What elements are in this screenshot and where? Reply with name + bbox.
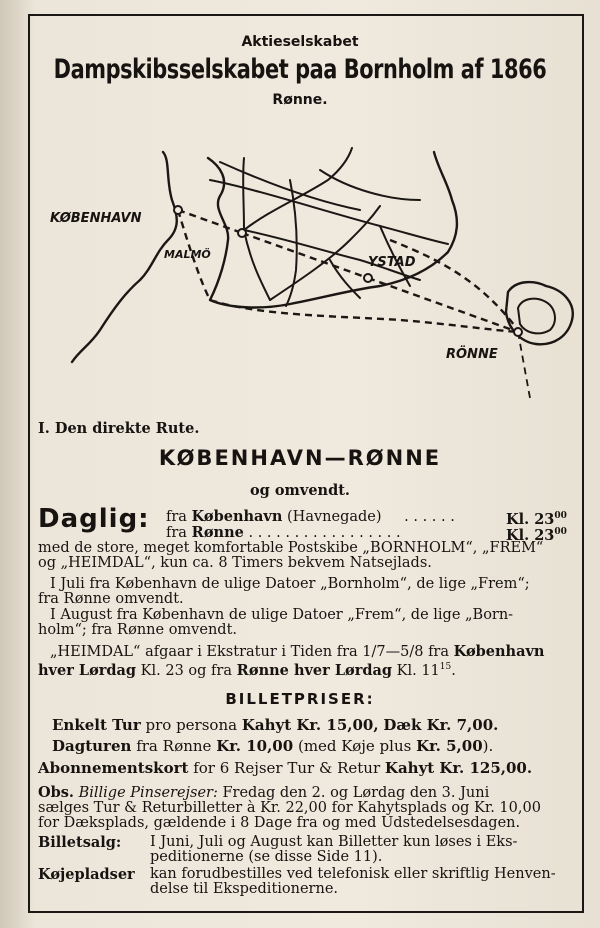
schedule-time-ronne: Kl. $23^{00}$ xyxy=(506,526,567,544)
july-line-2: fra Rønne omvendt. xyxy=(38,591,184,607)
route-title: KØBENHAVN—RØNNE xyxy=(158,446,442,470)
ystad-label: YSTAD xyxy=(368,255,416,270)
route-subtitle: og omvendt. xyxy=(250,482,350,499)
obs-line-2: sælges Tur & Returbilletter à Kr. 22,00 for Kahytsplads og Kr. 10,00 xyxy=(38,800,541,816)
obs-line-3: for Dæksplads, gældende i 8 Dage fra og med Udstedelsesdagen. xyxy=(38,815,521,831)
ships-line-1: med de store, meget komfortable Postskibe „BORNHOLM“, „FREM“ xyxy=(38,540,544,556)
sales-label: Billetsalg: xyxy=(38,834,122,851)
company-prefix: Aktieselskabet xyxy=(241,34,359,50)
ystad-marker xyxy=(364,274,372,282)
schedule-row-kobenhavn: fra København (Havnegade) . . . . . . xyxy=(166,508,455,525)
berths-line-2: delse til Ekspeditionerne. xyxy=(150,881,339,897)
daily-label: Daglig: xyxy=(38,504,150,534)
company-name: Dampskibsselskabet paa Bornholm af 1866 xyxy=(53,54,547,85)
obs-line-1: Obs. Billige Pinserejser: Fredag den 2. og Lørdag den 3. Juni xyxy=(38,784,490,801)
malmo-label: MALMÖ xyxy=(164,248,211,261)
zealand-coast xyxy=(72,152,177,362)
august-line-1: I August fra København de ulige Datoer „Frem“, de lige „Born- xyxy=(50,607,514,623)
prices-heading: BILLETPRISER: xyxy=(225,690,375,708)
sales-line-2: peditionerne (se disse Side 11). xyxy=(150,849,383,865)
kobenhavn-label: KØBENHAVN xyxy=(50,211,142,226)
heimdal-line-2: hver Lørdag Kl. 23 og fra Rønne hver Lørdag Kl. $11^{15}$. xyxy=(38,661,456,679)
schedule-time-kobenhavn: Kl. $23^{00}$ xyxy=(506,510,567,528)
price-single: Enkelt Tur pro persona Kahyt Kr. 15,00, Dæk Kr. 7,00. xyxy=(52,716,499,734)
price-subscription: Abonnementskort for 6 Rejser Tur & Retur Kahyt Kr. 125,00. xyxy=(38,759,533,777)
sales-line-1: I Juni, Juli og August kan Billetter kun løses i Eks- xyxy=(150,834,518,850)
route-kobenhavn-malmo xyxy=(178,210,242,233)
ronne-label: RÖNNE xyxy=(446,347,498,362)
ships-line-2: og „HEIMDAL“, kun ca. 8 Timers bekvem Natsejlads. xyxy=(38,555,432,571)
company-city: Rønne. xyxy=(272,92,328,108)
july-line-1: I Juli fra København de ulige Datoer „Bornholm“, de lige „Frem“; xyxy=(50,576,530,592)
schedule-row-ronne: fra Rønne . . . . . . . . . . . . . . . . . xyxy=(166,524,401,541)
berths-label: Køjepladser xyxy=(38,866,135,883)
august-line-2: holm“; fra Rønne omvendt. xyxy=(38,622,238,638)
ronne-marker xyxy=(514,328,522,336)
price-day: Dagturen fra Rønne Kr. 10,00 (med Køje plus Kr. 5,00). xyxy=(52,737,494,755)
berths-line-1: kan forudbestilles ved telefonisk eller skriftlig Henven- xyxy=(150,866,556,882)
kobenhavn-marker xyxy=(174,206,182,214)
route-map xyxy=(50,140,590,410)
heimdal-line-1: „HEIMDAL“ afgaar i Ekstratur i Tiden fra 1/7—5/8 fra København xyxy=(50,643,545,660)
malmo-marker xyxy=(238,229,246,237)
route-label: I. Den direkte Rute. xyxy=(38,420,200,437)
